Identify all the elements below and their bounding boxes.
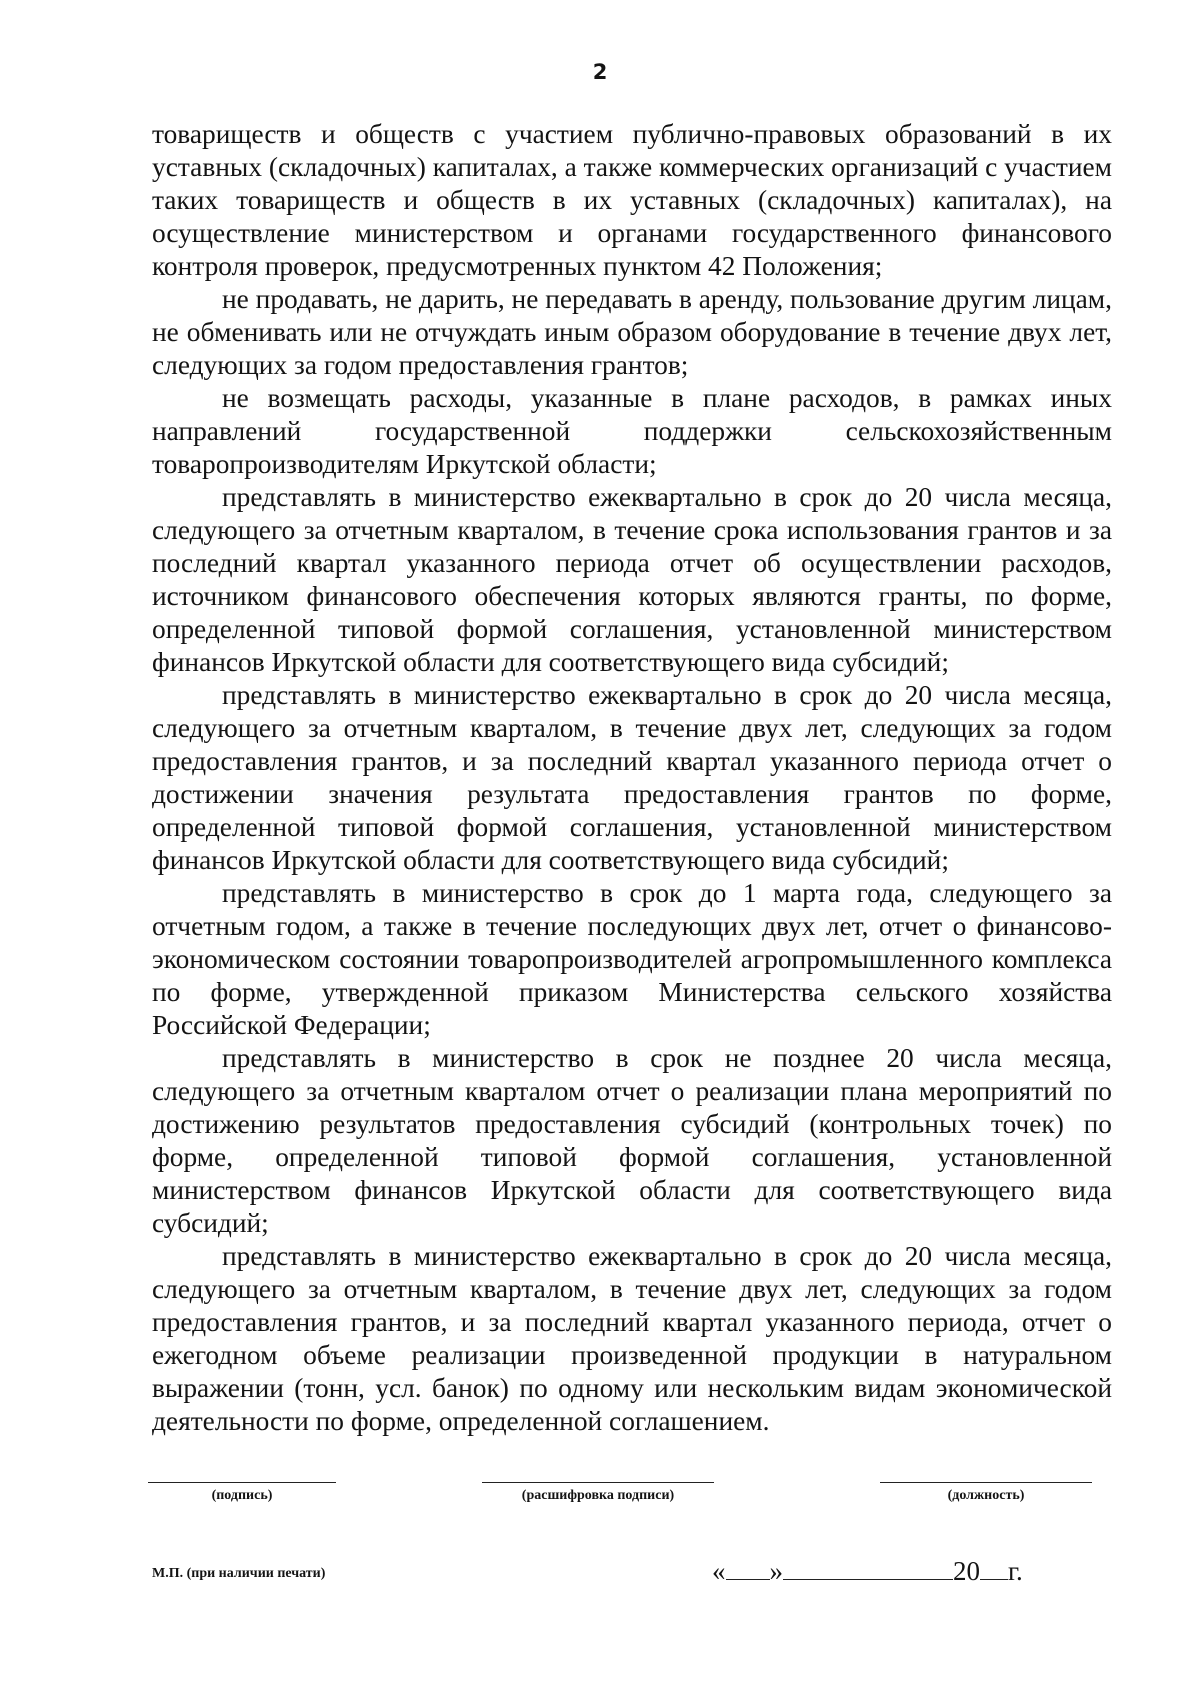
- position-field: [880, 1482, 1092, 1504]
- date-year-suffix: г.: [1008, 1556, 1023, 1586]
- signature-label: (подпись): [211, 1488, 273, 1503]
- date-year-prefix: 20: [953, 1556, 980, 1586]
- signature-line: [148, 1482, 336, 1483]
- paragraph-5: представлять в министерство ежеквартально в срок до 20 числа месяца, следующего за отчетным кварталом, в течение двух лет, следующих за годом предоставления грантов, и за последний квартал указанного периода отчет о достижении значения результата предоставления грантов по форме, определенной типовой формой соглашения, установленной министерством финансов Иркутской области для соответствующего вида субсидий;: [152, 680, 1112, 875]
- signature-decoding-line: [482, 1482, 714, 1483]
- signature-field: [148, 1482, 336, 1504]
- position-label: (должность): [947, 1488, 1025, 1503]
- paragraph-7: представлять в министерство в срок не позднее 20 числа месяца, следующего за отчетным кварталом отчет о реализации плана мероприятий по достижению результатов предоставления субсидий (контрольных точек) по форме, определенной типовой формой соглашения, установленной министерством финансов Иркутской области для соответствующего вида субсидий;: [152, 1043, 1112, 1238]
- signature-decoding-label: (расшифровка подписи): [521, 1488, 675, 1503]
- date-open-quote: «: [712, 1556, 726, 1586]
- paragraph-4: представлять в министерство ежеквартально в срок до 20 числа месяца, следующего за отчетным кварталом, в течение срока использования грантов и за последний квартал указанного периода отчет об осуществлении расходов, источником финансового обеспечения которых являются гранты, по форме, определенной типовой формой соглашения, установленной министерством финансов Иркутской области для соответствующего вида субсидий;: [152, 482, 1112, 677]
- paragraph-2: не продавать, не дарить, не передавать в аренду, пользование другим лицам, не обменивать или не отчуждать иным образом оборудование в течение двух лет, следующих за годом предоставления грантов;: [152, 284, 1112, 380]
- paragraph-3: не возмещать расходы, указанные в плане расходов, в рамках иных направлений государственной поддержки сельскохозяйственным товаропроизводителям Иркутской области;: [152, 383, 1112, 479]
- position-line: [880, 1482, 1092, 1483]
- date-year-blank: [980, 1553, 1008, 1580]
- stamp-note: М.П. (при наличии печати): [152, 1566, 326, 1581]
- paragraph-8: представлять в министерство ежеквартально в срок до 20 числа месяца, следующего за отчетным кварталом, в течение двух лет, следующих за годом предоставления грантов, и за последний квартал указанного периода, отчет о ежегодном объеме реализации произведенной продукции в натуральном выражении (тонн, усл. банок) по одному или нескольким видам экономической деятельности по форме, определенной соглашением.: [152, 1241, 1112, 1436]
- date-month-blank: [783, 1553, 953, 1580]
- paragraph-1: товариществ и обществ с участием публично-правовых образований в их уставных (складочных) капиталах, а также коммерческих организаций с участием таких товариществ и обществ в их уставных (складочных) капиталах), на осуществление министерством и органами государственного финансового контроля проверок, предусмотренных пунктом 42 Положения;: [152, 119, 1112, 281]
- date-close-quote: »: [769, 1556, 783, 1586]
- paragraph-6: представлять в министерство в срок до 1 марта года, следующего за отчетным годом, а также в течение последующих двух лет, отчет о финансово-экономическом состоянии товаропроизводителей агропромышленного комплекса по форме, утвержденной приказом Министерства сельского хозяйства Российской Федерации;: [152, 878, 1112, 1040]
- date-line: [712, 1553, 1023, 1587]
- page-number: 2: [592, 60, 608, 84]
- document-body: [152, 118, 1112, 1438]
- signature-decoding-field: [482, 1482, 714, 1504]
- date-day-blank: [726, 1553, 770, 1580]
